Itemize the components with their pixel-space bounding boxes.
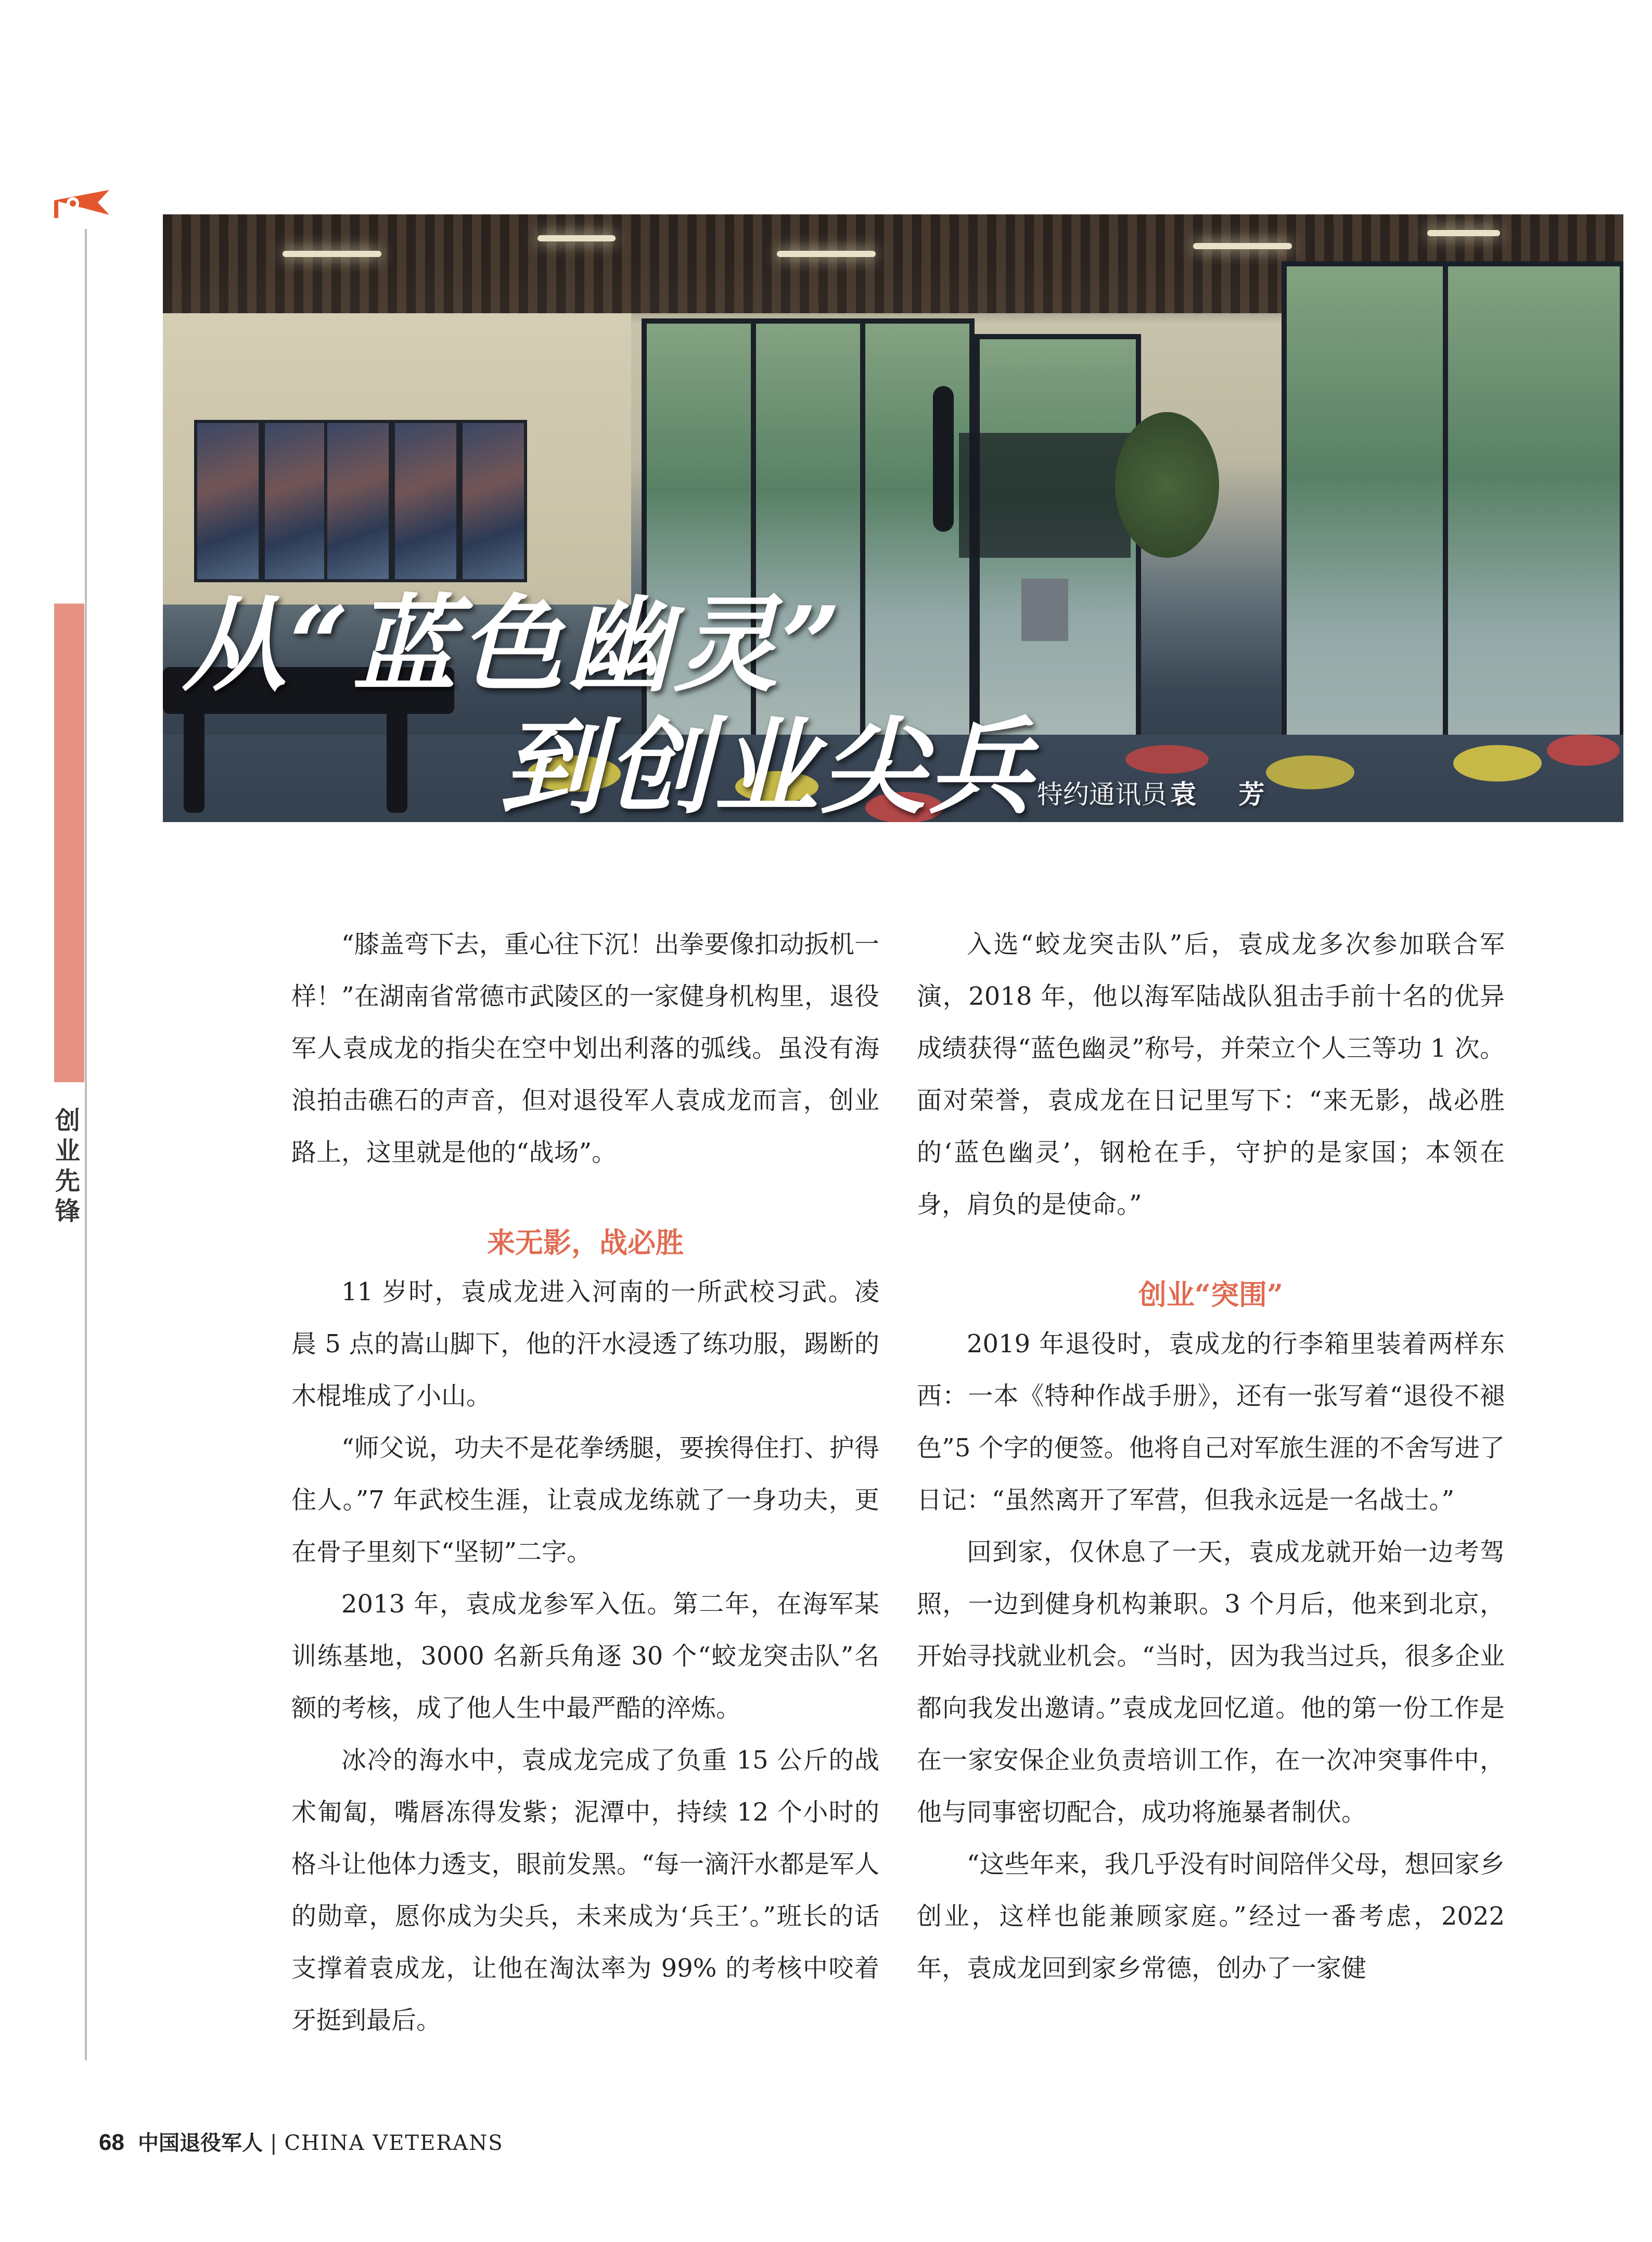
intro-paragraph: 入选“蛟龙突击队”后，袁成龙多次参加联合军演，2018 年，他以海军陆战队狙击手前十名的优异成绩获得“蓝色幽灵”称号，并荣立个人三等功 1 次。面对荣誉，袁成龙在日记里写下：“来无影，战必胜的‘蓝色幽灵’，钢枪在手，守护的是家国；本领在身，肩负的是使命。” bbox=[917, 930, 1505, 1219]
page-footer bbox=[99, 2130, 504, 2156]
body-paragraph: 11 岁时，袁成龙进入河南的一所武校习武。凌晨 5 点的嵩山脚下，他的汗水浸透了练功服，踢断的木棍堆成了小山。 bbox=[291, 1277, 879, 1411]
section-label bbox=[52, 1106, 83, 1226]
section-color-bar bbox=[54, 604, 84, 1082]
section-label-char: 业 bbox=[55, 1136, 80, 1165]
section-label-char: 创 bbox=[55, 1106, 80, 1135]
byline bbox=[1037, 774, 1281, 811]
byline-name: 袁 芳 bbox=[1170, 779, 1282, 810]
footer-separator: | bbox=[270, 2131, 277, 2155]
byline-role: 特约通讯员 bbox=[1037, 779, 1167, 810]
page-number: 68 bbox=[99, 2130, 124, 2155]
body-paragraph: 回到家，仅休息了一天，袁成龙就开始一边考驾照，一边到健身机构兼职。3 个月后，他来到北京，开始寻找就业机会。“当时，因为我当过兵，很多企业都向我发出邀请。”袁成龙回忆道。他的第一份工作是在一家安保企业负责培训工作，在一次冲突事件中，他与同事密切配合，成功将施暴者制伏。 bbox=[917, 1538, 1505, 1827]
section-label-char: 锋 bbox=[55, 1197, 80, 1226]
right-column bbox=[917, 918, 1505, 1994]
intro-paragraph: “膝盖弯下去，重心往下沉！出拳要像扣动扳机一样！”在湖南省常德市武陵区的一家健身机构里，退役军人袁成龙的指尖在空中划出利落的弧线。虽没有海浪拍击礁石的声音，但对退役军人袁成龙而言，创业路上，这里就是他的“战场”。 bbox=[291, 930, 879, 1167]
body-paragraph: “师父说，功夫不是花拳绣腿，要挨得住打、护得住人。”7 年武校生涯，让袁成龙练就了一身功夫，更在骨子里刻下“坚韧”二字。 bbox=[291, 1433, 879, 1567]
body-paragraph: “这些年来，我几乎没有时间陪伴父母，想回家乡创业，这样也能兼顾家庭。”经过一番考虑，2022 年，袁成龙回到家乡常德，创办了一家健 bbox=[917, 1850, 1505, 1983]
article-title-line-1: 从“蓝色幽灵” bbox=[182, 584, 844, 706]
magazine-name-cn: 中国退役军人 bbox=[137, 2131, 263, 2155]
body-paragraph: 2019 年退役时，袁成龙的行李箱里装着两样东西：一本《特种作战手册》，还有一张写着“退役不褪色”5 个字的便签。他将自己对军旅生涯的不舍写进了日记：“虽然离开了军营，但我永远是一名战士。” bbox=[917, 1329, 1505, 1515]
side-rule bbox=[85, 229, 87, 2060]
section-heading: 来无影，战必胜 bbox=[487, 1226, 684, 1259]
left-column bbox=[291, 918, 879, 2046]
section-heading: 创业“突围” bbox=[1138, 1278, 1284, 1311]
body-paragraph: 冰冷的海水中，袁成龙完成了负重 15 公斤的战术匍匐，嘴唇冻得发紫；泥潭中，持续 12 个小时的格斗让他体力透支，眼前发黑。“每一滴汗水都是军人的勋章，愿你成为尖兵，未来成为‘兵王’。”班长的话支撑着袁成龙，让他在淘汰率为 99% 的考核中咬着牙挺到最后。 bbox=[291, 1746, 879, 2035]
magazine-name-en: CHINA VETERANS bbox=[284, 2131, 504, 2155]
article-title-line-2: 到创业尖兵 bbox=[500, 706, 1036, 828]
body-paragraph: 2013 年，袁成龙参军入伍。第二年，在海军某训练基地，3000 名新兵角逐 30 个“蛟龙突击队”名额的考核，成了他人生中最严酷的淬炼。 bbox=[291, 1590, 879, 1723]
section-label-char: 先 bbox=[55, 1167, 80, 1196]
pennant-logo-icon bbox=[52, 185, 114, 221]
